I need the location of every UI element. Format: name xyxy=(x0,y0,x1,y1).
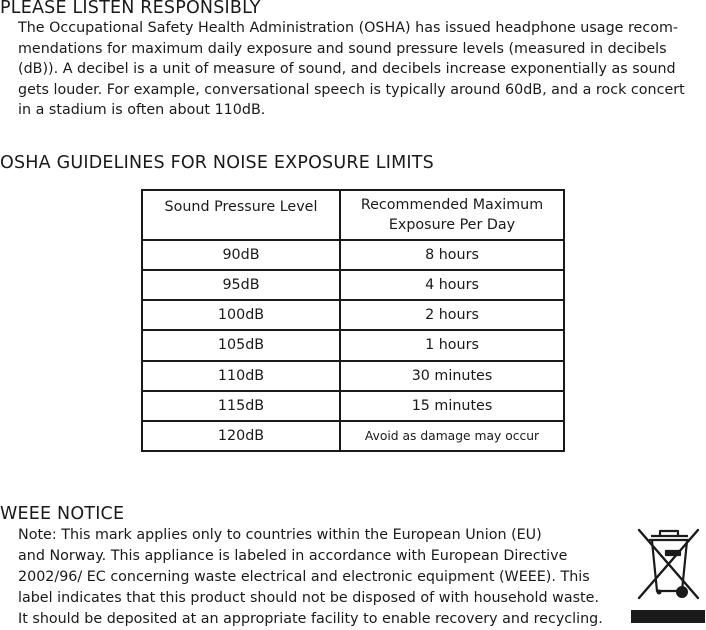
listen-paragraph xyxy=(18,18,685,121)
paragraph-line: label indicates that this product should not be disposed of with household waste. xyxy=(18,589,599,606)
paragraph-line: gets louder. For example, conversational speech is typically around 60dB, and a rock concert xyxy=(18,81,685,98)
cell-exposure: 8 hours xyxy=(340,240,564,270)
paragraph-line: in a stadium is often about 110dB. xyxy=(18,102,266,119)
cell-exposure: 15 minutes xyxy=(340,391,564,421)
cell-exposure: Avoid as damage may occur xyxy=(340,421,564,451)
cell-level: 90dB xyxy=(142,240,340,270)
table-row xyxy=(142,421,564,451)
cell-level: 110dB xyxy=(142,361,340,391)
column-header-max-exposure xyxy=(340,190,564,240)
column-header-sound-level: Sound Pressure Level xyxy=(142,190,340,240)
header-line: Recommended Maximum xyxy=(360,197,544,213)
table-row xyxy=(142,300,564,330)
cell-level: 115dB xyxy=(142,391,340,421)
section-heading-osha: OSHA GUIDELINES FOR NOISE EXPOSURE LIMITS xyxy=(0,153,434,173)
crossed-out-wheelie-bin-icon xyxy=(630,524,706,624)
section-heading-listen: PLEASE LISTEN RESPONSIBLY xyxy=(0,0,261,18)
cell-level: 120dB xyxy=(142,421,340,451)
cell-exposure: 30 minutes xyxy=(340,361,564,391)
paragraph-line: The Occupational Safety Health Administration (OSHA) has issued headphone usage recom- xyxy=(18,20,679,36)
paragraph-line: It should be deposited at an appropriate facility to enable recovery and recycling. xyxy=(18,610,603,627)
table-row xyxy=(142,330,564,360)
cell-exposure: 2 hours xyxy=(340,300,564,330)
cell-exposure: 4 hours xyxy=(340,270,564,300)
paragraph-line: and Norway. This appliance is labeled in accordance with European Directive xyxy=(18,547,568,564)
table-row xyxy=(142,240,564,270)
weee-paragraph xyxy=(18,525,603,630)
noise-exposure-table xyxy=(141,189,565,452)
cell-level: 95dB xyxy=(142,270,340,300)
paragraph-line: Note: This mark applies only to countries within the European Union (EU) xyxy=(18,527,542,543)
paragraph-line: (dB)). A decibel is a unit of measure of sound, and decibels increase exponentially as sound xyxy=(18,61,676,78)
cell-level: 100dB xyxy=(142,300,340,330)
cell-level: 105dB xyxy=(142,330,340,360)
header-line: Exposure Per Day xyxy=(388,217,516,233)
table-row xyxy=(142,270,564,300)
table-row xyxy=(142,361,564,391)
paragraph-line: 2002/96/ EC concerning waste electrical and electronic equipment (WEEE). This xyxy=(18,568,590,585)
table-header-row xyxy=(142,190,564,240)
paragraph-line: mendations for maximum daily exposure and sound pressure levels (measured in decibels xyxy=(18,40,667,57)
cell-exposure: 1 hours xyxy=(340,330,564,360)
table-row xyxy=(142,391,564,421)
section-heading-weee: WEEE NOTICE xyxy=(0,504,125,524)
